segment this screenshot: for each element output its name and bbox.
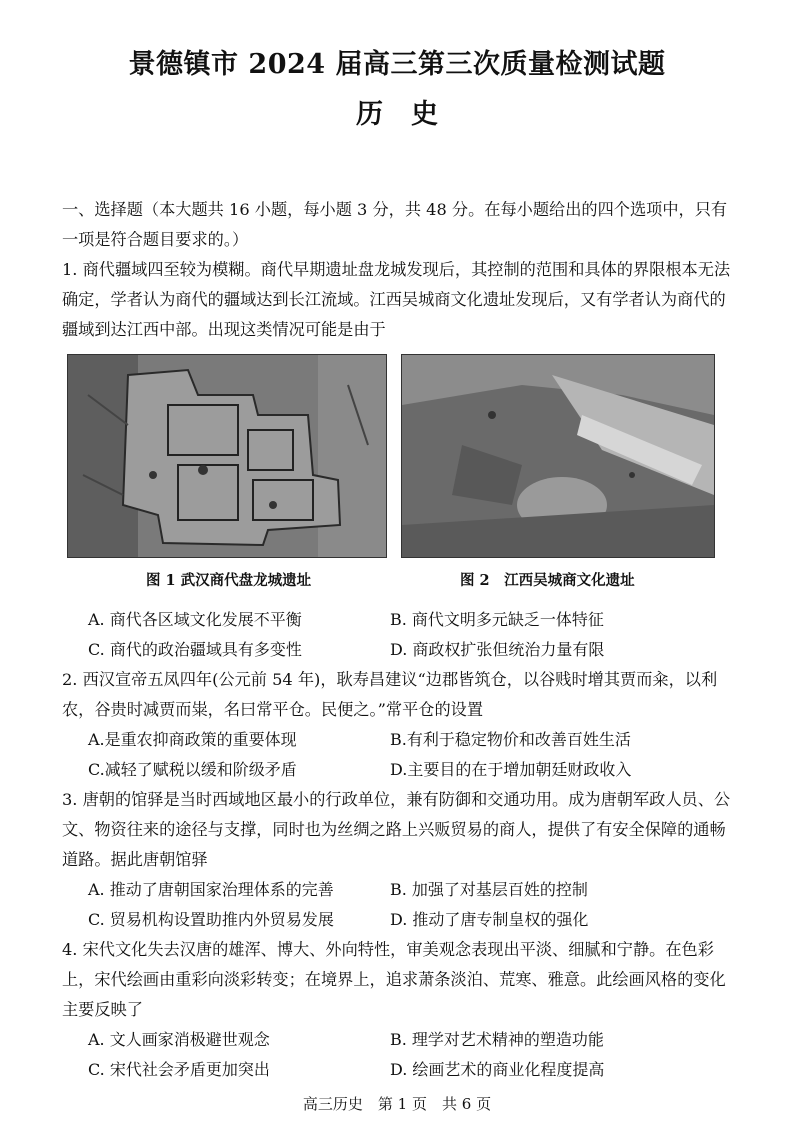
option-b[interactable]: B. 理学对艺术精神的塑造功能 [390, 1030, 604, 1049]
exam-title: 景德镇市 2024 届高三第三次质量检测试题 [128, 49, 666, 80]
site-plan-aerial-image [68, 355, 386, 557]
figure-1-caption: 图 1 武汉商代盘龙城遗址 [146, 572, 312, 589]
question-4-stem: 4. 宋代文化失去汉唐的雄浑、博大、外向特性，审美观念表现出平淡、细腻和宁静。在色彩上，宋代绘画由重彩向淡彩转变；在境界上，追求萧条淡泊、荒寒、雅意。此绘画风格的变化主要反映了 [62, 940, 726, 1019]
option-c[interactable]: C. 宋代社会矛盾更加突出 [88, 1060, 270, 1079]
panlongcheng-site-photo [67, 354, 387, 558]
figure-2-caption: 图 2 江西吴城商文化遗址 [460, 572, 635, 589]
question-1-options-row-2 [88, 635, 738, 665]
question-1-options-row-1 [88, 605, 738, 635]
option-a[interactable]: A.是重农抑商政策的重要体现 [88, 730, 297, 749]
subject-title: 历史 [356, 99, 466, 130]
wucheng-site-photo [401, 354, 715, 558]
option-d[interactable]: D.主要目的在于增加朝廷财政收入 [390, 760, 632, 779]
option-b[interactable]: B. 加强了对基层百姓的控制 [390, 880, 588, 899]
option-a[interactable]: A. 商代各区域文化发展不平衡 [88, 610, 302, 629]
option-a[interactable]: A. 文人画家消极避世观念 [88, 1030, 270, 1049]
option-d[interactable]: D. 商政权扩张但统治力量有限 [390, 640, 605, 659]
option-b[interactable]: B.有利于稳定物价和改善百姓生活 [390, 730, 631, 749]
question-1-stem: 1. 商代疆域四至较为模糊。商代早期遗址盘龙城发现后，其控制的范围和具体的界限根本无法确定，学者认为商代的疆域达到长江流域。江西吴城商文化遗址发现后，又有学者认为商代的疆域到达江西中部。出现这类情况可能是由于 [62, 260, 731, 339]
question-2-stem: 2. 西汉宣帝五凤四年(公元前 54 年)，耿寿昌建议“边郡皆筑仓，以谷贱时增其贾而籴，以利农，谷贵时减贾而粜，名曰常平仓。民便之。”常平仓的设置 [62, 670, 718, 719]
question-2-options-row-2 [88, 755, 738, 785]
section-heading: 一、选择题（本大题共 16 小题，每小题 3 分，共 48 分。在每小题给出的四个选项中，只有一项是符合题目要求的。） [62, 200, 728, 249]
option-b[interactable]: B. 商代文明多元缺乏一体特征 [390, 610, 604, 629]
question-3-options-row-2 [88, 905, 738, 935]
option-d[interactable]: D. 绘画艺术的商业化程度提高 [390, 1060, 605, 1079]
excavation-aerial-image [402, 355, 714, 557]
question-4-options-row-2 [88, 1055, 738, 1085]
option-c[interactable]: C. 商代的政治疆域具有多变性 [88, 640, 302, 659]
option-d[interactable]: D. 推动了唐专制皇权的强化 [390, 910, 589, 929]
question-4-options-row-1 [88, 1025, 738, 1055]
option-c[interactable]: C.减轻了赋税以缓和阶级矛盾 [88, 760, 297, 779]
option-c[interactable]: C. 贸易机构设置助推内外贸易发展 [88, 910, 334, 929]
question-3-options-row-1 [88, 875, 738, 905]
option-a[interactable]: A. 推动了唐朝国家治理体系的完善 [88, 880, 334, 899]
question-3-stem: 3. 唐朝的馆驿是当时西域地区最小的行政单位，兼有防御和交通功用。成为唐朝军政人员、公文、物资往来的途径与支撑，同时也为丝绸之路上兴贩贸易的商人，提供了有安全保障的通畅道路。据此唐朝馆驿 [62, 790, 731, 869]
page-footer: 高三历史 第 1 页 共 6 页 [302, 1095, 492, 1113]
question-2-options-row-1 [88, 725, 738, 755]
